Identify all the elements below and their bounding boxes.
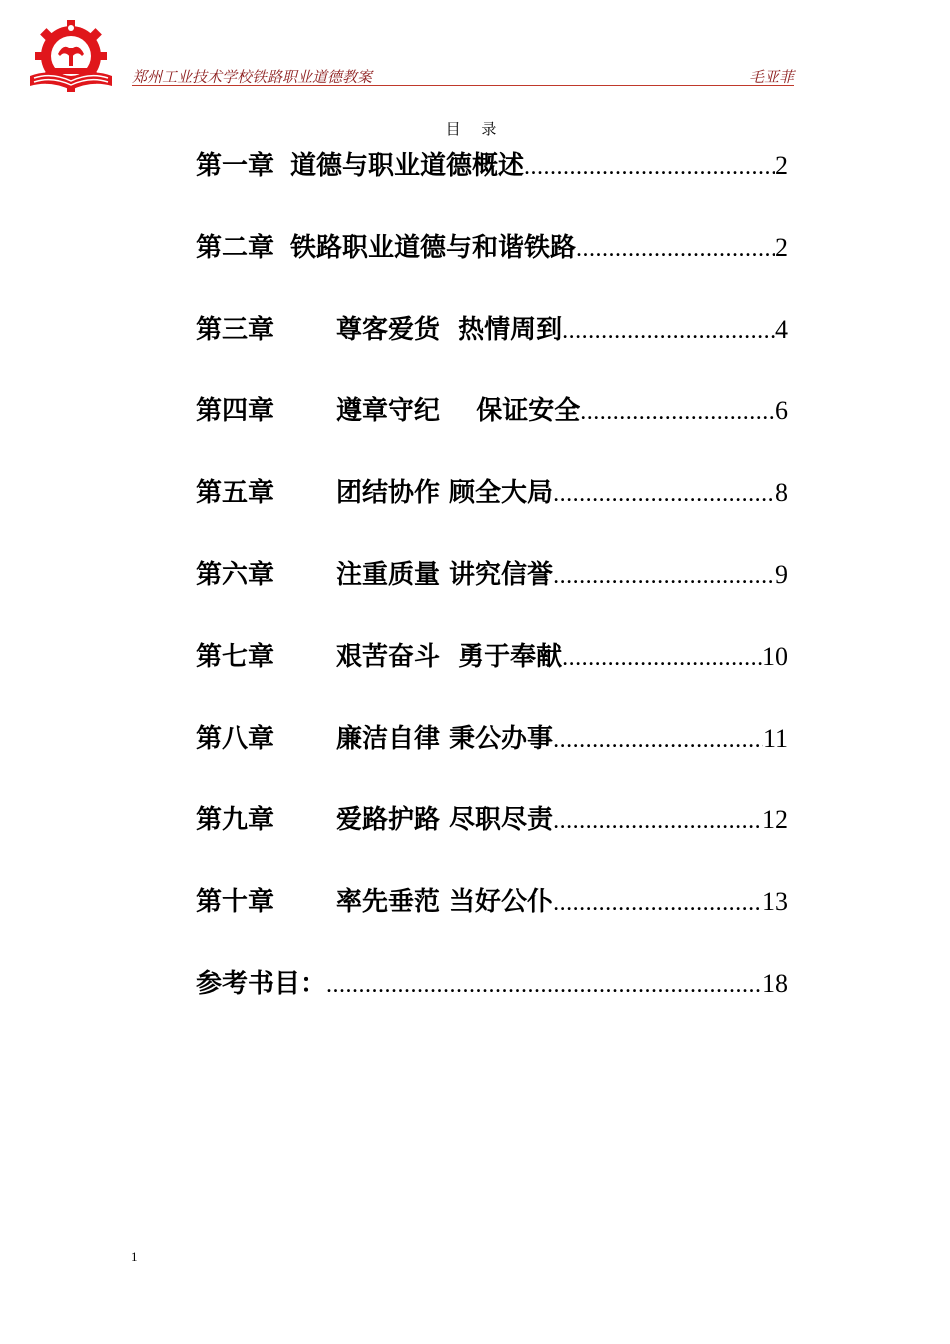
toc-page-number: 11: [762, 723, 788, 753]
toc-chapter-title: 爱路护路 尽职尽责: [336, 805, 554, 836]
toc-entry[interactable]: [196, 469, 788, 551]
toc-dot-leader: [524, 147, 775, 187]
toc-chapter-label: 参考书目：: [196, 968, 327, 999]
toc-dot-leader: [580, 392, 775, 432]
toc-page-number: 8: [775, 478, 788, 508]
toc-chapter-label: 第四章: [196, 396, 275, 427]
toc-chapter-label: 第十章: [196, 887, 275, 918]
table-of-contents: [196, 142, 788, 1042]
toc-chapter-title: 铁路职业道德与和谐铁路: [290, 232, 577, 263]
toc-entry[interactable]: [196, 633, 788, 715]
toc-page-number: 2: [775, 232, 788, 262]
toc-entry[interactable]: [196, 224, 788, 306]
toc-entry[interactable]: [196, 878, 788, 960]
toc-chapter-title: 遵章守纪 保证安全: [336, 396, 581, 427]
toc-chapter-title: 团结协作 顾全大局: [336, 478, 554, 509]
toc-chapter-label: 第八章: [196, 723, 275, 754]
toc-chapter-title: 率先垂范 当好公仆: [336, 887, 554, 918]
school-emblem-icon: [28, 18, 114, 96]
toc-dot-leader: [553, 474, 775, 514]
toc-entry[interactable]: [196, 306, 788, 388]
toc-page-number: 12: [762, 805, 788, 835]
toc-dot-leader: [553, 720, 763, 760]
page-header: [132, 66, 794, 86]
toc-entry[interactable]: [196, 142, 788, 224]
toc-chapter-title: 廉洁自律 秉公办事: [336, 723, 554, 754]
toc-chapter-title: 注重质量 讲究信誉: [336, 559, 554, 590]
page-number: 1: [131, 1249, 138, 1264]
toc-page-number: 10: [762, 641, 788, 671]
header-author: 毛亚菲: [748, 68, 794, 86]
toc-dot-leader: [562, 638, 762, 678]
toc-page-number: 6: [775, 396, 788, 426]
toc-chapter-title: 道德与职业道德概述: [290, 151, 525, 181]
toc-chapter-label: 第六章: [196, 559, 275, 590]
toc-chapter-title: 尊客爱货 热情周到: [336, 314, 563, 345]
toc-entry[interactable]: [196, 796, 788, 878]
toc-page-number: 4: [775, 314, 788, 344]
toc-page-number: 18: [762, 968, 788, 998]
toc-dot-leader: [553, 801, 762, 841]
toc-chapter-label: 第五章: [196, 478, 275, 509]
toc-dot-leader: [562, 311, 775, 351]
toc-dot-leader: [576, 229, 775, 269]
toc-entry[interactable]: [196, 715, 788, 797]
toc-chapter-title: 艰苦奋斗 勇于奉献: [336, 641, 563, 672]
toc-page-number: 2: [775, 151, 788, 180]
toc-dot-leader: [553, 556, 775, 596]
toc-chapter-label: 第一章: [196, 151, 275, 181]
toc-chapter-label: 第七章: [196, 641, 275, 672]
toc-entry[interactable]: [196, 960, 788, 1042]
toc-entry[interactable]: [196, 387, 788, 469]
toc-entry[interactable]: [196, 551, 788, 633]
header-school-title: 郑州工业技术学校铁路职业道德教案: [132, 68, 373, 86]
toc-dot-leader: [553, 883, 762, 923]
toc-page-number: 9: [775, 559, 788, 589]
toc-chapter-label: 第九章: [196, 805, 275, 836]
toc-page-number: 13: [762, 887, 788, 917]
toc-chapter-label: 第二章: [196, 232, 275, 263]
toc-heading: 目 录: [445, 120, 505, 138]
toc-chapter-label: 第三章: [196, 314, 275, 345]
header-rule: [132, 85, 794, 86]
toc-dot-leader: [326, 965, 762, 1005]
